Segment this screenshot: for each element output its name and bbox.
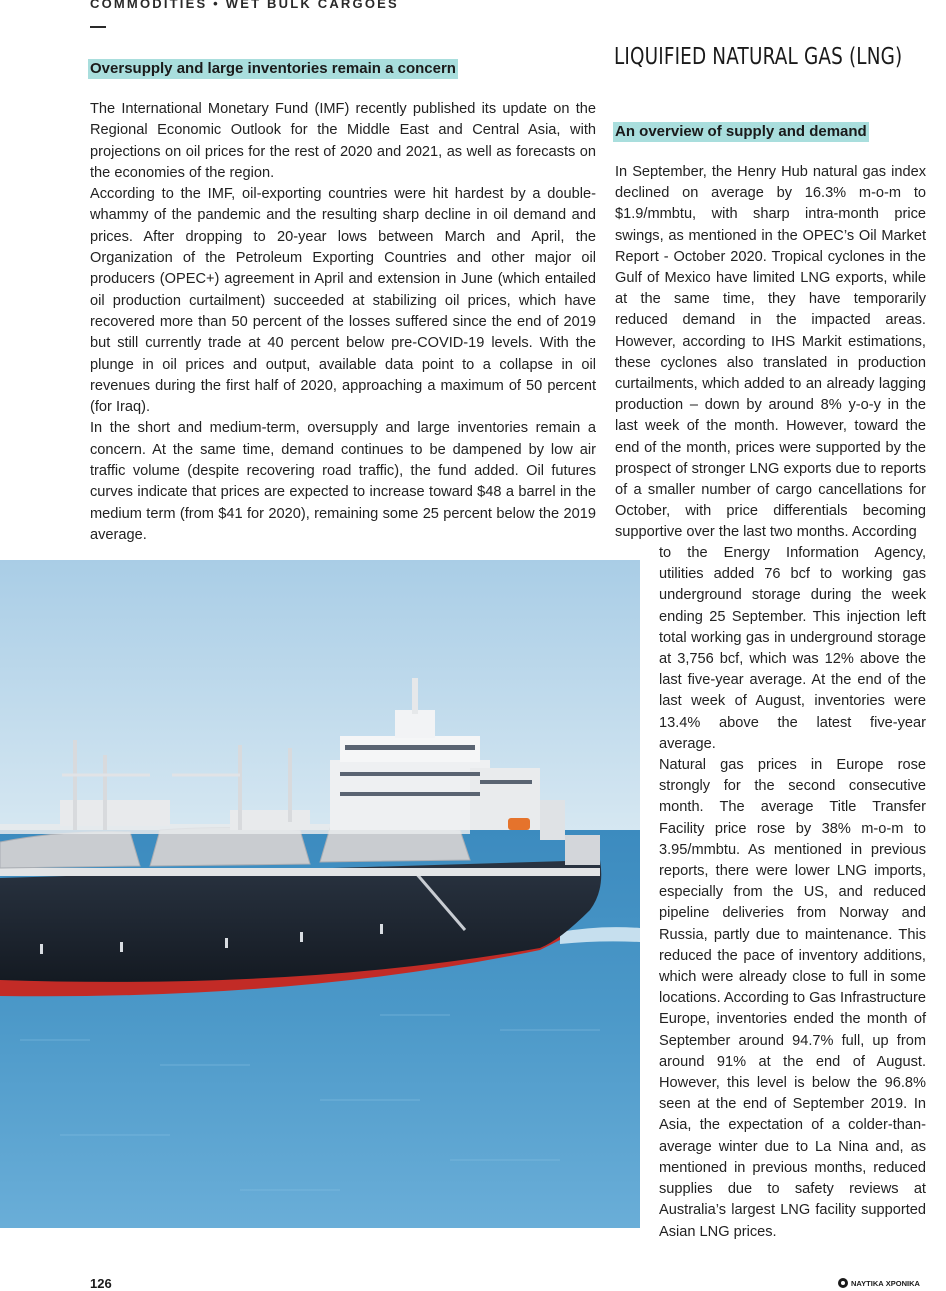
- brand-logo-icon: [838, 1278, 848, 1288]
- left-paragraph-1: The International Monetary Fund (IMF) recently published its update on the Regional Economic Outlook for the Middle East and Central Asia, with projections on oil prices for the rest of 2020 and 2021, as well as forecasts on the economies of the region.: [90, 101, 596, 181]
- publication-brand: [838, 1278, 920, 1288]
- deck-rail: [0, 868, 600, 876]
- left-paragraph-2: According to the IMF, oil-exporting countries were hit hardest by a double-whammy of the pandemic and the resulting sharp decline in oil demand and prices. After dropping to 20-year lows between March and April, the Organization of the Petroleum Exporting Countries and other major oil producers (OPEC+) agreement in April and extension in June (which entailed oil production curtailment) succeeded at stabilizing oil prices, which have recovered more than 50 percent of the losses suffered since the end of 2019 but still currently trade at 40 percent below pre-COVID-19 levels. With the plunge in oil prices and output, available data point to a collapse in oil revenues during the first half of 2020, approaching a maximum of 50 percent (for Iraq).: [90, 186, 596, 416]
- left-paragraph-3: In the short and medium-term, oversupply and large inventories remain a concern. At the same time, demand continues to be dampened by low air traffic volume (despite recovering road traffic), the fund added. Oil futures curves indicate that prices are expected to increase toward $48 a barrel in the medium term (from $41 for 2020), remaining some 25 percent below the 2019 average.: [90, 420, 596, 543]
- right-paragraph-1a: In September, the Henry Hub natural gas index declined on average by 16.3% m-o-m to $1.9/mmbtu, with sharp intra-month price swings, as mentioned in the OPEC’s Oil Market Report - October 2020. Tropical cyclones in the Gulf of Mexico have limited LNG exports, while at the same time, they have temporarily reduced demand in the impacted areas. However, according to IHS Markit estimations, these cyclones also translated in production curtailments, which added to an already lagging production – down by around 8% y-o-y in the last week of the month. However, toward the end of the month, prices were supported by the prospect of stronger LNG exports due to reports of a smaller number of cargo cancellations for October, with price differentials becoming supportive over the last two months. According: [615, 164, 926, 541]
- right-article-column-top: [615, 162, 926, 544]
- right-article-column-bottom: [659, 543, 926, 1243]
- page-number: 126: [90, 1276, 112, 1291]
- brand-name: ΝΑΥΤΙΚΑ ΧΡΟΝΙΚΑ: [851, 1278, 920, 1288]
- lng-ship-illustration: [0, 560, 640, 1228]
- left-section-heading: Oversupply and large inventories remain a concern: [90, 60, 456, 77]
- right-section-heading: An overview of supply and demand: [615, 123, 867, 140]
- section-header: COMMODITIES • WET BULK CARGOES: [90, 0, 399, 11]
- lng-section-title: LIQUIFIED NATURAL GAS (LNG): [614, 44, 903, 70]
- right-paragraph-1b: to the Energy Information Agency, utilities added 76 bcf to working gas underground storage during the week ending 25 September. This injection left total working gas in underground storage at 3,756 bcf, which was 12% above the last five-year average. At the end of the last week of August, inventories were 13.4% above the latest five-year average.: [659, 545, 926, 752]
- bow-forecastle: [565, 835, 600, 865]
- sky: [0, 560, 640, 840]
- right-paragraph-2: Natural gas prices in Europe rose strongly for the second consecutive month. The average Title Transfer Facility price rose by 38% m-o-m to 3.95/mmbtu. As mentioned in previous reports, there were lower LNG imports, especially from the US, and reduced pipeline deliveries from Norway and Russia, partly due to maintenance. This reduced the pace of inventory additions, which were already close to full in some locations. According to Gas Infrastructure Europe, inventories ended the month of September around 94.7% full, up from around 91% at the end of August. However, this level is below the 96.8% seen at the end of September 2019. In Asia, the expectation of a colder-than-average winter due to La Nina and, as mentioned in previous months, reduced supplies due to safety reviews at Australia’s largest LNG facility supported Asian LNG prices.: [659, 757, 926, 1240]
- lng-carrier-photo: [0, 560, 640, 1228]
- header-dash-rule: [90, 26, 106, 28]
- left-article-column: [90, 99, 596, 546]
